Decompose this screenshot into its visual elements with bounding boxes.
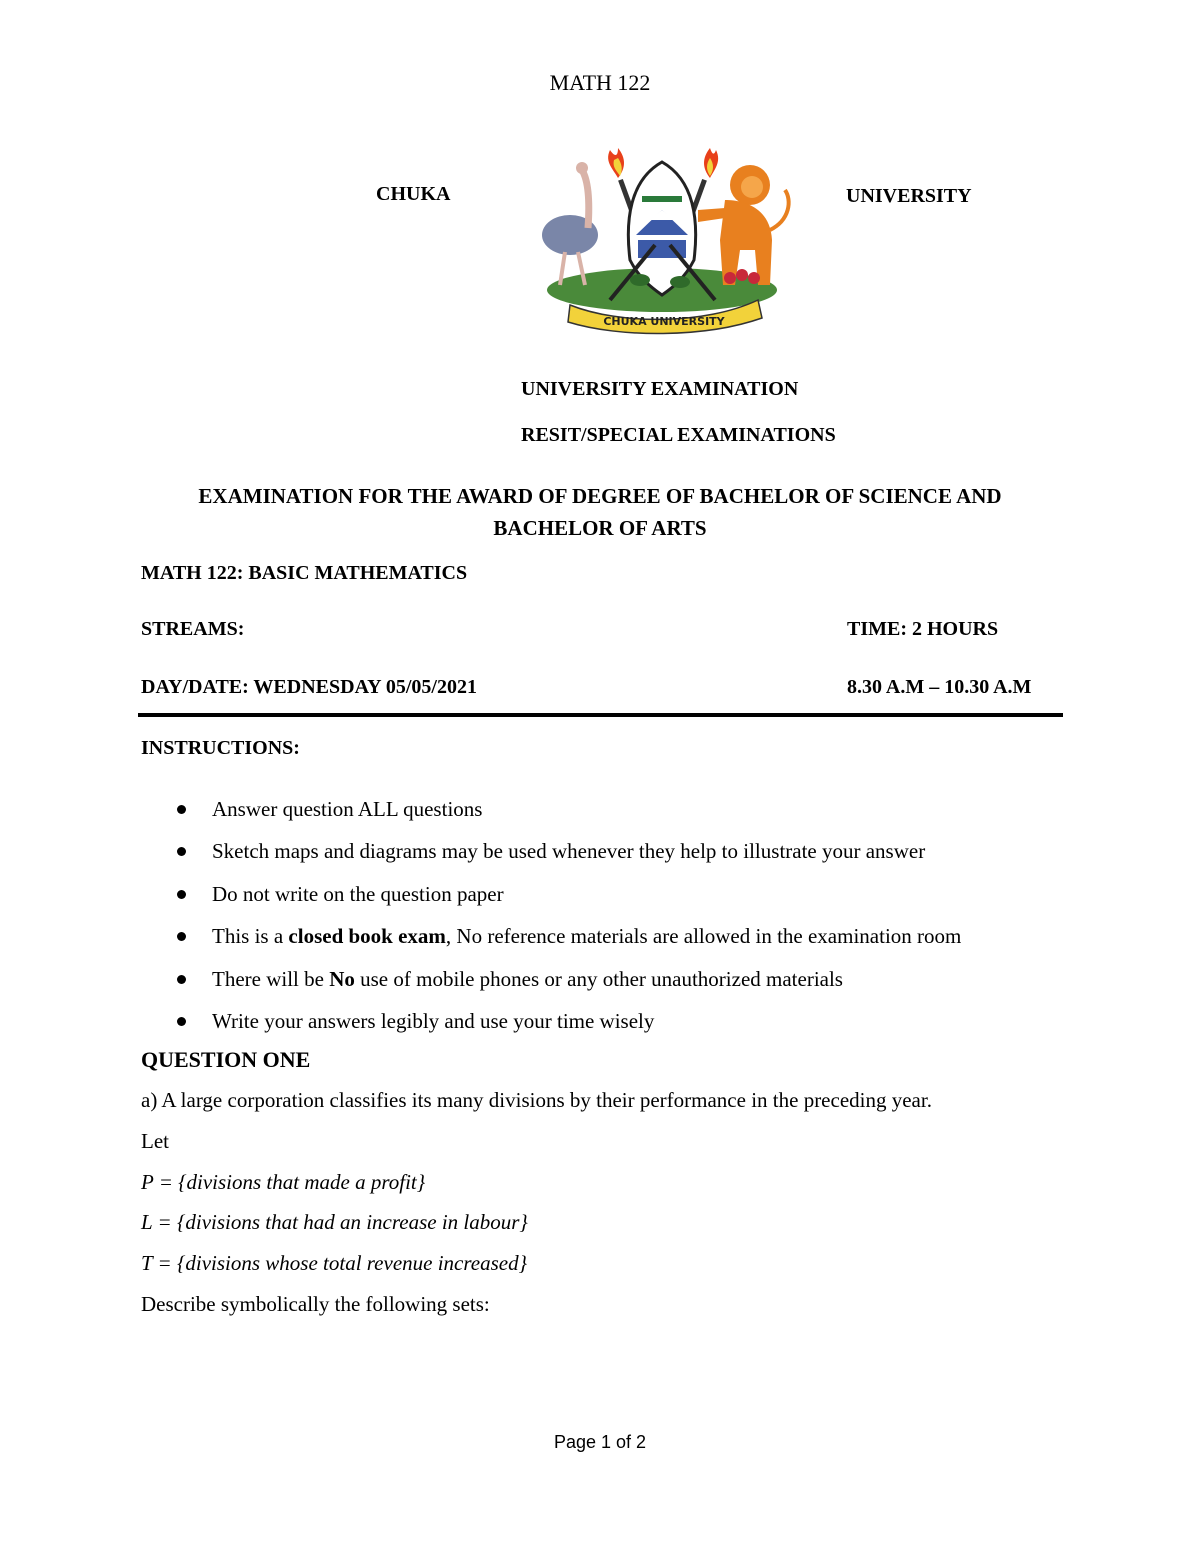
instruction-item: Sketch maps and diagrams may be used whenever they help to illustrate your answer <box>141 837 1081 879</box>
instructions-list <box>141 795 1081 1049</box>
award-line-1: EXAMINATION FOR THE AWARD OF DEGREE OF BACHELOR OF SCIENCE AND <box>198 484 1002 508</box>
bullet-icon <box>177 1017 186 1026</box>
page-number: Page 1 of 2 <box>553 1432 647 1452</box>
instruction-item: There will be No use of mobile phones or any other unauthorized materials <box>141 965 1081 1007</box>
exam-subtitle: RESIT/SPECIAL EXAMINATIONS <box>521 424 836 446</box>
let-text: Let <box>141 1129 169 1153</box>
instruction-item: Do not write on the question paper <box>141 880 1081 922</box>
page-header: MATH 122 <box>549 70 651 95</box>
university-logo <box>530 140 795 335</box>
bullet-icon <box>177 932 186 941</box>
set-l-definition: L = {divisions that had an increase in labour} <box>141 1210 528 1234</box>
describe-instruction: Describe symbolically the following sets: <box>141 1292 490 1316</box>
instruction-item: Write your answers legibly and use your time wisely <box>141 1007 1081 1049</box>
instructions-heading: INSTRUCTIONS: <box>141 737 300 759</box>
divider-rule <box>138 713 1063 717</box>
time-label: TIME: 2 HOURS <box>847 618 999 640</box>
logo-ribbon-text: CHUKA UNIVERSITY <box>603 315 725 328</box>
instruction-item: Answer question ALL questions <box>141 795 1081 837</box>
set-p-definition: P = {divisions that made a profit} <box>141 1170 426 1194</box>
bullet-icon <box>177 847 186 856</box>
university-name-left: CHUKA <box>376 183 451 205</box>
set-t-definition: T = {divisions whose total revenue increased} <box>141 1251 527 1275</box>
streams-label: STREAMS: <box>141 618 245 640</box>
award-line-2: BACHELOR OF ARTS <box>493 516 707 540</box>
university-name-right: UNIVERSITY <box>846 185 972 207</box>
question-one-title: QUESTION ONE <box>141 1047 311 1072</box>
bullet-icon <box>177 975 186 984</box>
award-heading <box>140 480 1060 544</box>
question-intro: a) A large corporation classifies its many divisions by their performance in the preceding year. <box>141 1088 932 1112</box>
instruction-item: This is a closed book exam, No reference materials are allowed in the examination room <box>141 922 1081 964</box>
bullet-icon <box>177 805 186 814</box>
exam-title: UNIVERSITY EXAMINATION <box>521 378 799 400</box>
exam-clock-time: 8.30 A.M – 10.30 A.M <box>847 676 1032 698</box>
course-title: MATH 122: BASIC MATHEMATICS <box>141 562 468 584</box>
day-date: DAY/DATE: WEDNESDAY 05/05/2021 <box>141 676 477 698</box>
bullet-icon <box>177 890 186 899</box>
